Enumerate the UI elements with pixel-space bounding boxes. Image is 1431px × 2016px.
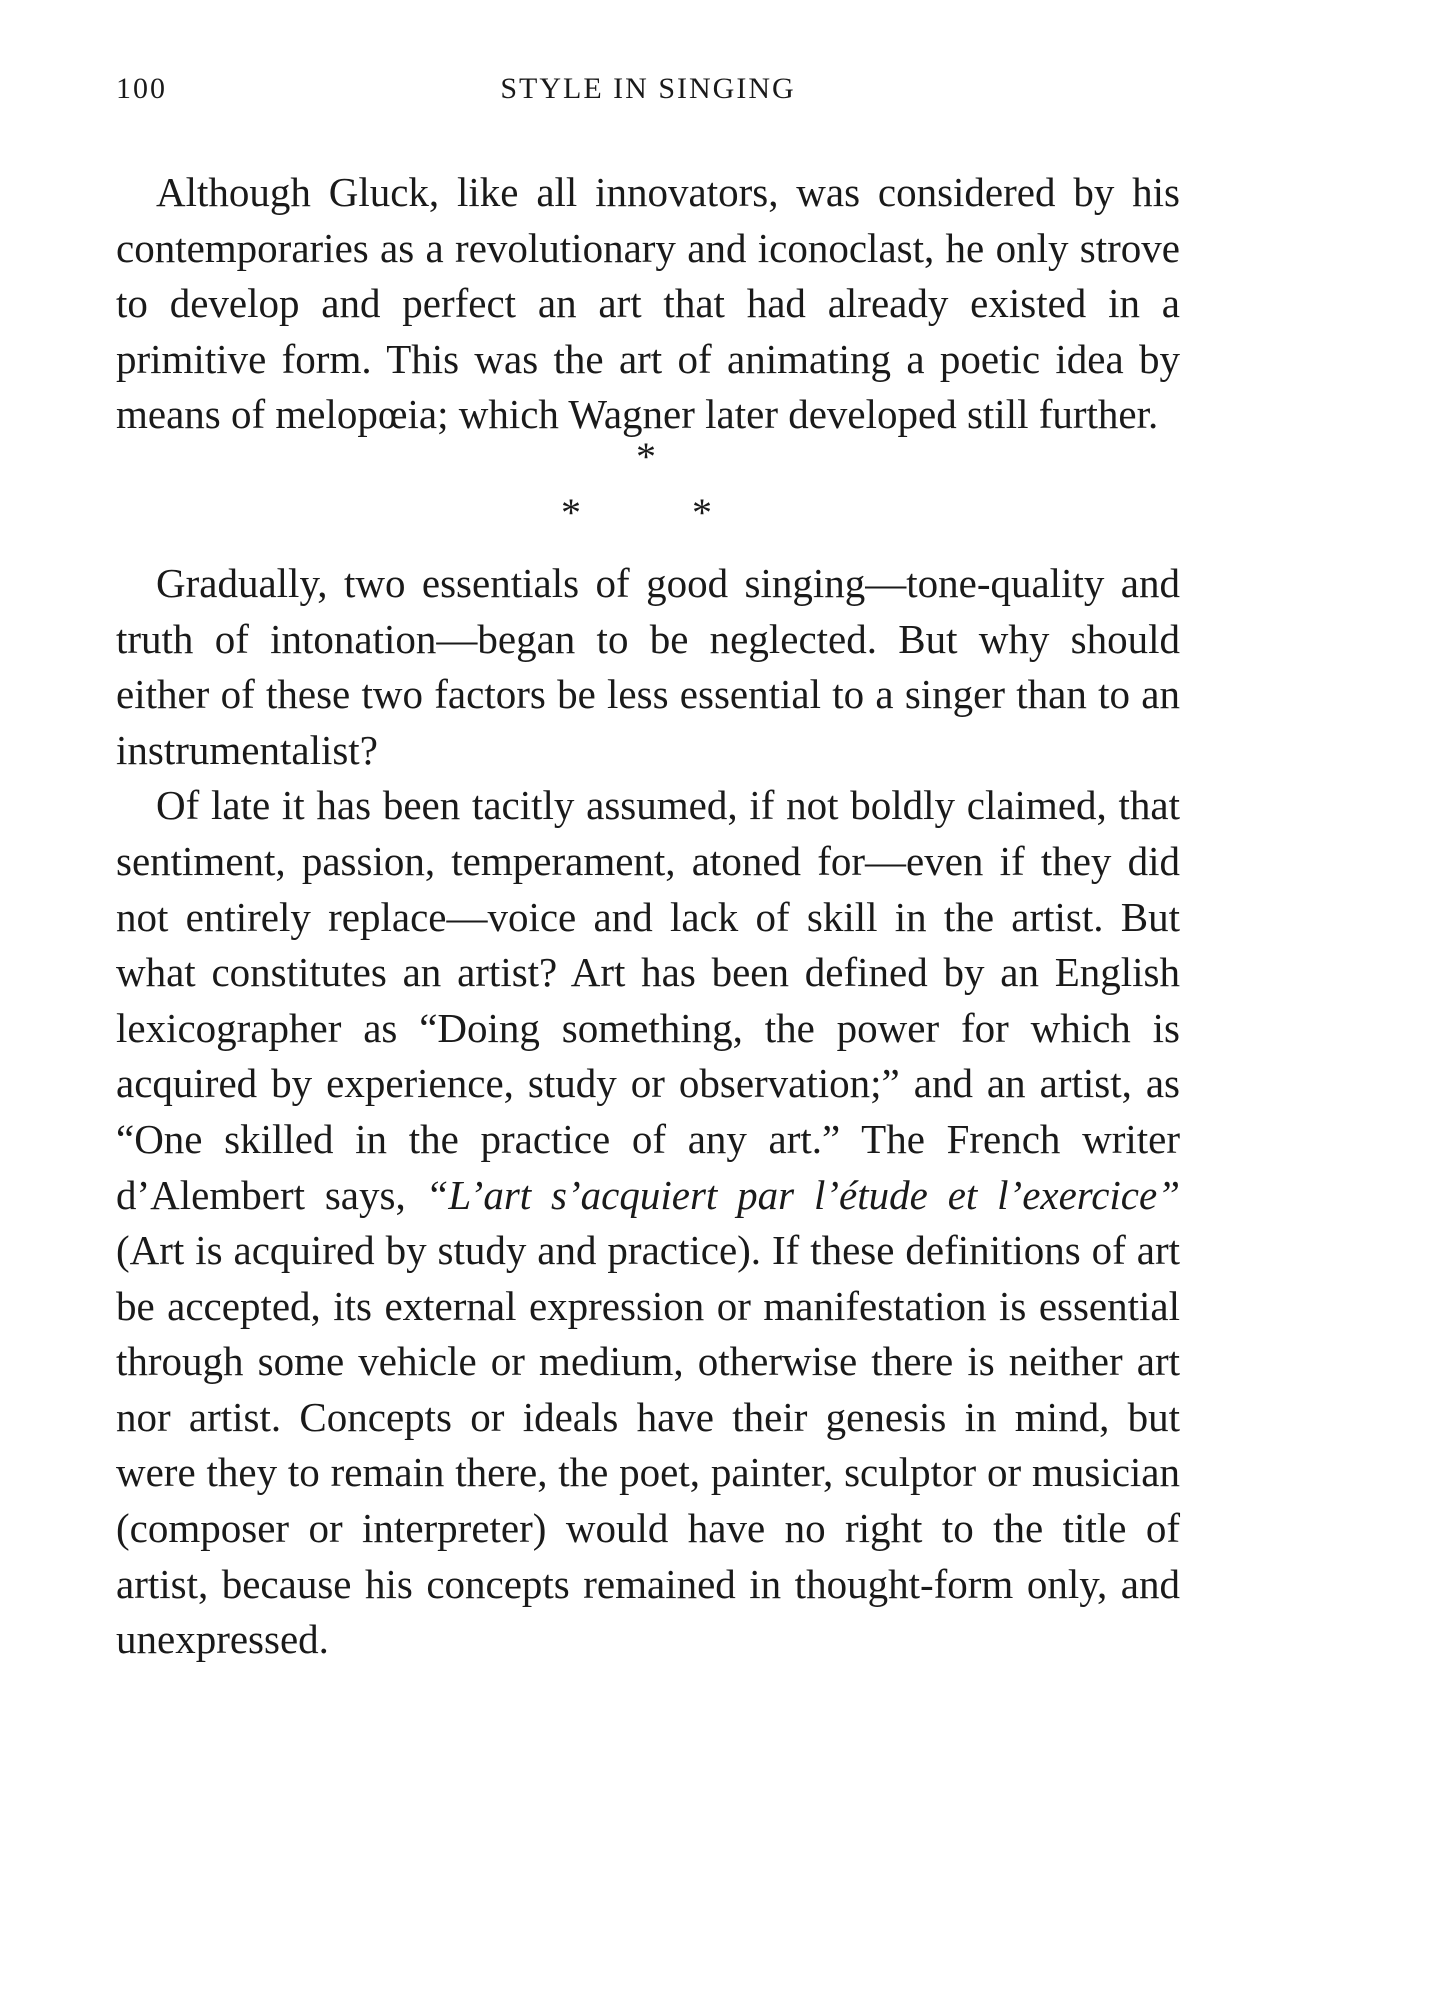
french-quotation: “L’art s’acquiert par l’étude et l’exercice” (425, 1171, 1181, 1218)
paragraph-artist-text-b: (Art is acquired by study and practice). If these definitions of art be accepted, its external expression or manifestation is essential through some vehicle or medium, otherwise there is neither art nor artist. Concepts or ideals have their genesis in mind, but were they to remain there, the poet, painter, sculptor or musician (composer or interpreter) would have no right to the title of artist, because his concepts remained in thought-form only, and unexpressed. (116, 1227, 1180, 1663)
asterisk-left: * (561, 489, 581, 535)
asterisk-right: * (692, 489, 712, 535)
asterisk-top: * (636, 433, 656, 479)
page-number: 100 (116, 72, 167, 105)
section-break (116, 433, 1180, 552)
paragraph-gluck: Although Gluck, like all innovators, was considered by his contemporaries as a revolutionary and iconoclast, he only strove to develop and perfect an art that had already existed in a primitive form. This was the art of animating a poetic idea by means of melopœia; which Wagner later developed still further. (116, 169, 1180, 438)
paragraph-artist (116, 778, 1180, 1668)
running-head (116, 72, 1180, 112)
paragraph-essentials: Gradually, two essentials of good singing—tone-quality and truth of intonation—began to be neglected. But why should either of these two factors be less essential to a singer than to an instrumentalist? (116, 559, 1180, 773)
paragraph-artist-text-a: Of late it has been tacitly assumed, if not boldly claimed, that sentiment, passion, temperament, atoned for—even if they did not entirely replace—voice and lack of skill in the artist. But what constitutes an artist? Art has been defined by an English lexicographer as “Doing something, the power for which is acquired by experience, study or observation;” and an artist, as “One skilled in the practice of any art.” The French writer d’Alembert says, (116, 782, 1180, 1218)
body-text (116, 165, 1180, 1668)
running-title: STYLE IN SINGING (500, 72, 796, 105)
